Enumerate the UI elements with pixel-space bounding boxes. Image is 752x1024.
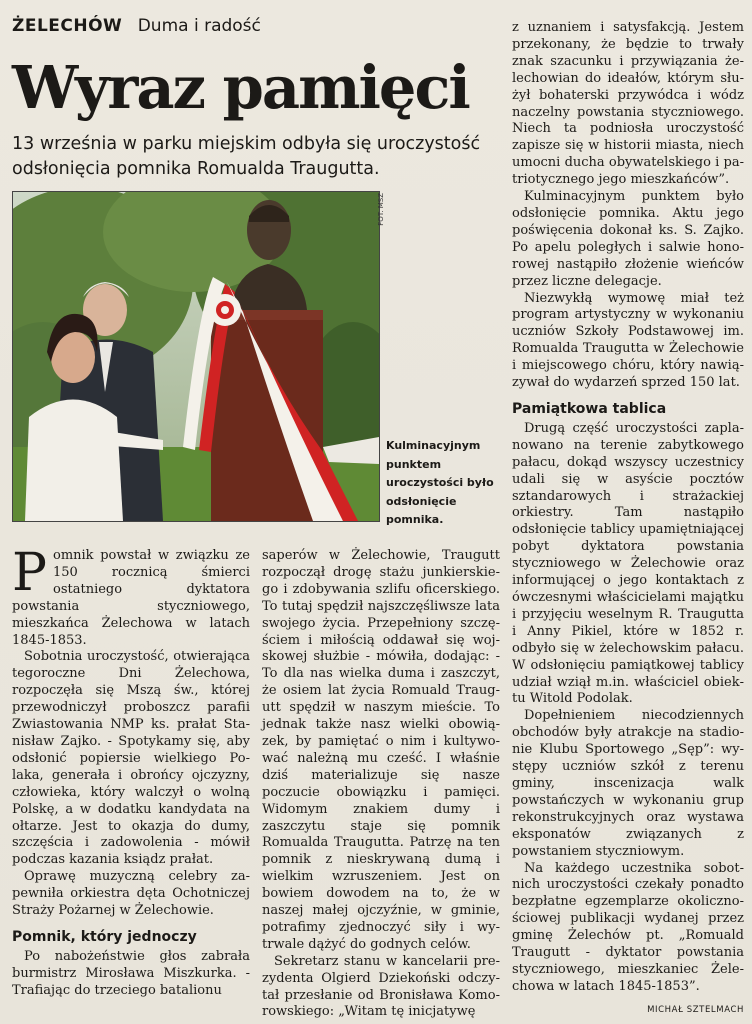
body-paragraph: Sobotnia uroczystość, otwierająca tegoroczne Dni Żelechowa, rozpoczęła się Mszą św., której przewodniczył proboszcz parafii Zwiastowania NMP ks. prałat Stanisław Zajko. - Spotykamy się, aby odsłonić popiersie wielkiego Polaka, generała i obrońcy ojczyzny, człowieka, który walczył o wolną Polskę, a w dodatku kandydata na ołtarze. Jest to okazja do dumy, szczęścia i zadowolenia - mówił podczas kazania ksiądz prałat. <box>12 649 250 868</box>
body-paragraph: Oprawę muzyczną celebry zapewniła orkiestra dęta Ochotniczej Straży Pożarnej w Żelechowie. <box>12 869 250 919</box>
body-paragraph: Drugą część uroczystości zaplanowano na terenie zabytkowego pałacu, dokąd wszyscy uczestnicy udali się w asyście pocztów sztandarowych i strażackiej orkiestry. Tam nastąpiło odsłonięcie tablicy upamiętniającej pobyt dyktatora powstania styczniowego w Żelechowie oraz informującej o jego kontaktach z ówczesnymi właścicielami majątku i przyjęciu weselnym R. Traugutta i Anny Pikiel, które w 1852 r. odbyło się w żelechowskim pałacu. W odsłonięciu pamiątkowej tablicy udział wziął m.in. właściciel obiektu Witold Podolak. <box>512 420 744 707</box>
subheading-pomnik: Pomnik, który jednoczy <box>12 928 197 945</box>
body-paragraph: Po nabożeństwie głos zabrała burmistrz Mirosława Miszkurka. - Trafiając do trzeciego batalionu <box>12 948 250 998</box>
body-paragraph: Sekretarz stanu w kancelarii prezydenta Olgierd Dziekoński odczytał przesłanie od Bronisława Komorowskiego: „Witam tę inicjatywę <box>262 953 500 1020</box>
body-paragraph: z uznaniem i satysfakcją. Jestem przekonany, że będzie to trwały znak szacunku i przywiązania żelechowian do ideałów, którym służył bohaterski przywódca i wódz naczelny powstania styczniowego. Niech ta podniosła uroczystość zapisze się w historii miasta, niech umocni ducha obywatelskiego i patriotycznego jego mieszkańców”. <box>512 20 744 188</box>
article-column-3 <box>512 20 744 1019</box>
body-paragraph: Pomnik powstał w związku ze 150 rocznicą śmierci ostatniego dyktatora powstania styczniowego, mieszkańca Żelechowa w latach 1845-1853. <box>12 543 250 648</box>
article-headline: Wyraz pamięci <box>12 53 469 122</box>
article-lead: 13 września w parku miejskim odbyła się uroczystość odsłonięcia pomnika Romualda Traugutta. <box>12 134 481 179</box>
section-subtitle: Duma i radość <box>137 16 261 36</box>
author-byline: MICHAŁ SZTELMACH <box>647 1004 744 1015</box>
photo-credit: FOT. MSZ <box>377 193 385 226</box>
section-name: ŻELECHÓW <box>12 16 123 36</box>
photo-caption: Kulminacyjnym punktem uroczystości było odsłonięcie pomnika. <box>386 439 494 526</box>
article-column-2 <box>262 548 500 1021</box>
body-paragraph: Niezwykłą wymowę miał też program artystyczny w wykonaniu uczniów Szkoły Podstawowej im. Romualda Traugutta w Żelechowie i miejscowego chóru, który nawiązywał do wydarzeń sprzed 150 lat. <box>512 290 744 391</box>
body-paragraph: Dopełnieniem niecodziennych obchodów były atrakcje na stadionie Klubu Sportowego „Sęp”: występy uczniów szkół z terenu gminy, inscenizacja walk powstańczych w wykonaniu grup rekonstrukcyjnych oraz wystawa eksponatów związanych z powstaniem styczniowym. <box>512 708 744 859</box>
section-kicker <box>12 16 261 36</box>
monument-photo <box>12 191 380 522</box>
body-paragraph: Na każdego uczestnika sobotnich uroczystości czekały ponadto bezpłatne egzemplarze okolicznościowej publikacji wydanej przez gminę Żelechów pt. „Romuald Traugutt - dyktator powstania styczniowego, mieszkaniec Żelechowa w latach 1845-1853”. <box>512 860 744 994</box>
photo-illustration <box>13 192 379 521</box>
subheading-tablica: Pamiątkowa tablica <box>512 400 667 417</box>
body-paragraph: saperów w Żelechowie, Traugutt rozpoczął drogę stażu junkierskiego i zdobywania szlifu oficerskiego. To tutaj spędził najszczęśliwsze lata swojego życia. Przepełniony szczęściem i miłością oddawał się wojskowej służbie - mówiła, dodając: - To dla nas wielka duma i zaszczyt, że osiem lat życia Romuald Traugutt spędził w naszym mieście. To jednak także nasz wielki obowiązek, by pamiętać o nim i kultywować należną mu cześć. I właśnie dziś materializuje się nasze poczucie obowiązku i pamięci. Widomym znakiem dumy i zaszczytu staje się pomnik Romualda Traugutta. Patrzę na ten pomnik z nieskrywaną dumą i wielkim wzruszeniem. Jest on bowiem dowodem na to, że w naszej małej ojczyźnie, w gminie, potrafimy zjednoczyć siły i wytrwale dążyć do godnych celów. <box>262 548 500 952</box>
article-column-1 <box>12 543 250 1000</box>
body-paragraph: Kulminacyjnym punktem było odsłonięcie pomnika. Aktu jego poświęcenia dokonał ks. S. Zajko. Po apelu poległych i salwie honorowej nastąpiło złożenie wieńców przez liczne delegacje. <box>512 189 744 289</box>
